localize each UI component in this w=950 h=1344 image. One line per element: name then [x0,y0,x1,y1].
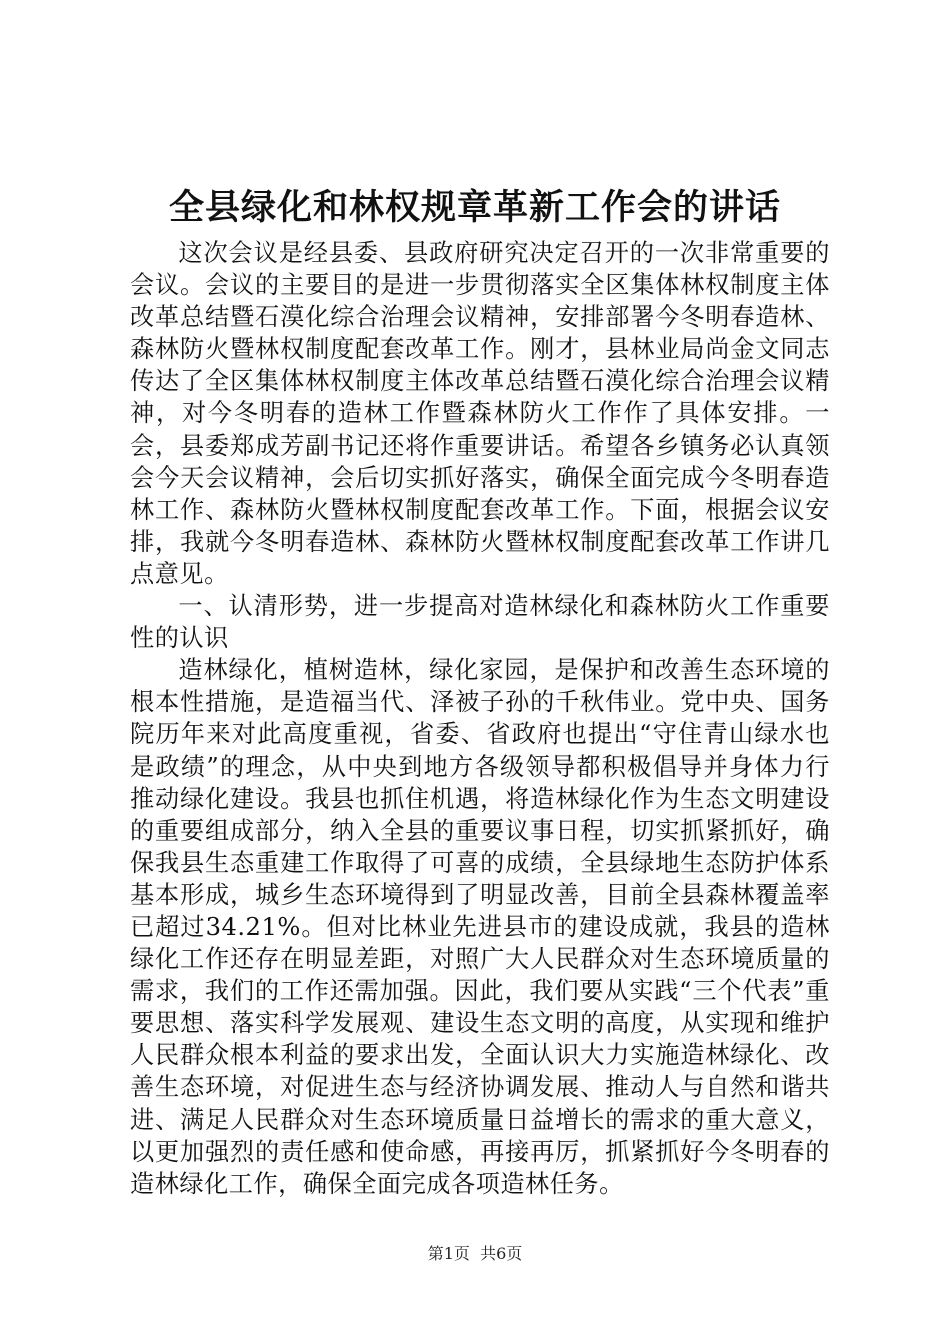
document-body [130,237,830,1200]
page-total: 共6页 [480,1244,523,1263]
paragraph-section-1: 造林绿化，植树造林，绿化家园，是保护和改善生态环境的根本性措施，是造福当代、泽被子孙的千秋伟业。党中央、国务院历年来对此高度重视，省委、省政府也提出“守住青山绿水也是政绩”的理念，从中央到地方各级领导都积极倡导并身体力行推动绿化建设。我县也抓住机遇，将造林绿化作为生态文明建设的重要组成部分，纳入全县的重要议事日程，切实抓紧抓好，确保我县生态重建工作取得了可喜的成绩，全县绿地生态防护体系基本形成，城乡生态环境得到了明显改善，目前全县森林覆盖率已超过34.21%。但对比林业先进县市的建设成就，我县的造林绿化工作还存在明显差距，对照广大人民群众对生态环境质量的需求，我们的工作还需加强。因此，我们要从实践“三个代表”重要思想、落实科学发展观、建设生态文明的高度，从实现和维护人民群众根本利益的要求出发，全面认识大力实施造林绿化、改善生态环境，对促进生态与经济协调发展、推动人与自然和谐共进、满足人民群众对生态环境质量日益增长的需求的重大意义，以更加强烈的责任感和使命感，再接再厉，抓紧抓好今冬明春的造林绿化工作，确保全面完成各项造林任务。 [130,656,830,1198]
paragraph-intro: 这次会议是经县委、县政府研究决定召开的一次非常重要的会议。会议的主要目的是进一步贯彻落实全区集体林权制度主体改革总结暨石漠化综合治理会议精神，安排部署今冬明春造林、森林防火暨林权制度配套改革工作。刚才，县林业局尚金文同志传达了全区集体林权制度主体改革总结暨石漠化综合治理会议精神，对今冬明春的造林工作暨森林防火工作作了具体安排。一会，县委郑成芳副书记还将作重要讲话。希望各乡镇务必认真领会今天会议精神，会后切实抓好落实，确保全面完成今冬明春造林工作、森林防火暨林权制度配套改革工作。下面，根据会议安排，我就今冬明春造林、森林防火暨林权制度配套改革工作讲几点意见。 [130,239,830,588]
page-number: 第1页 [427,1244,470,1263]
document-title: 全县绿化和林权规章革新工作会的讲话 [168,187,781,228]
page-footer [0,1243,950,1265]
section-heading-1: 一、认清形势，进一步提高对造林绿化和森林防火工作重要性的认识 [130,592,830,653]
